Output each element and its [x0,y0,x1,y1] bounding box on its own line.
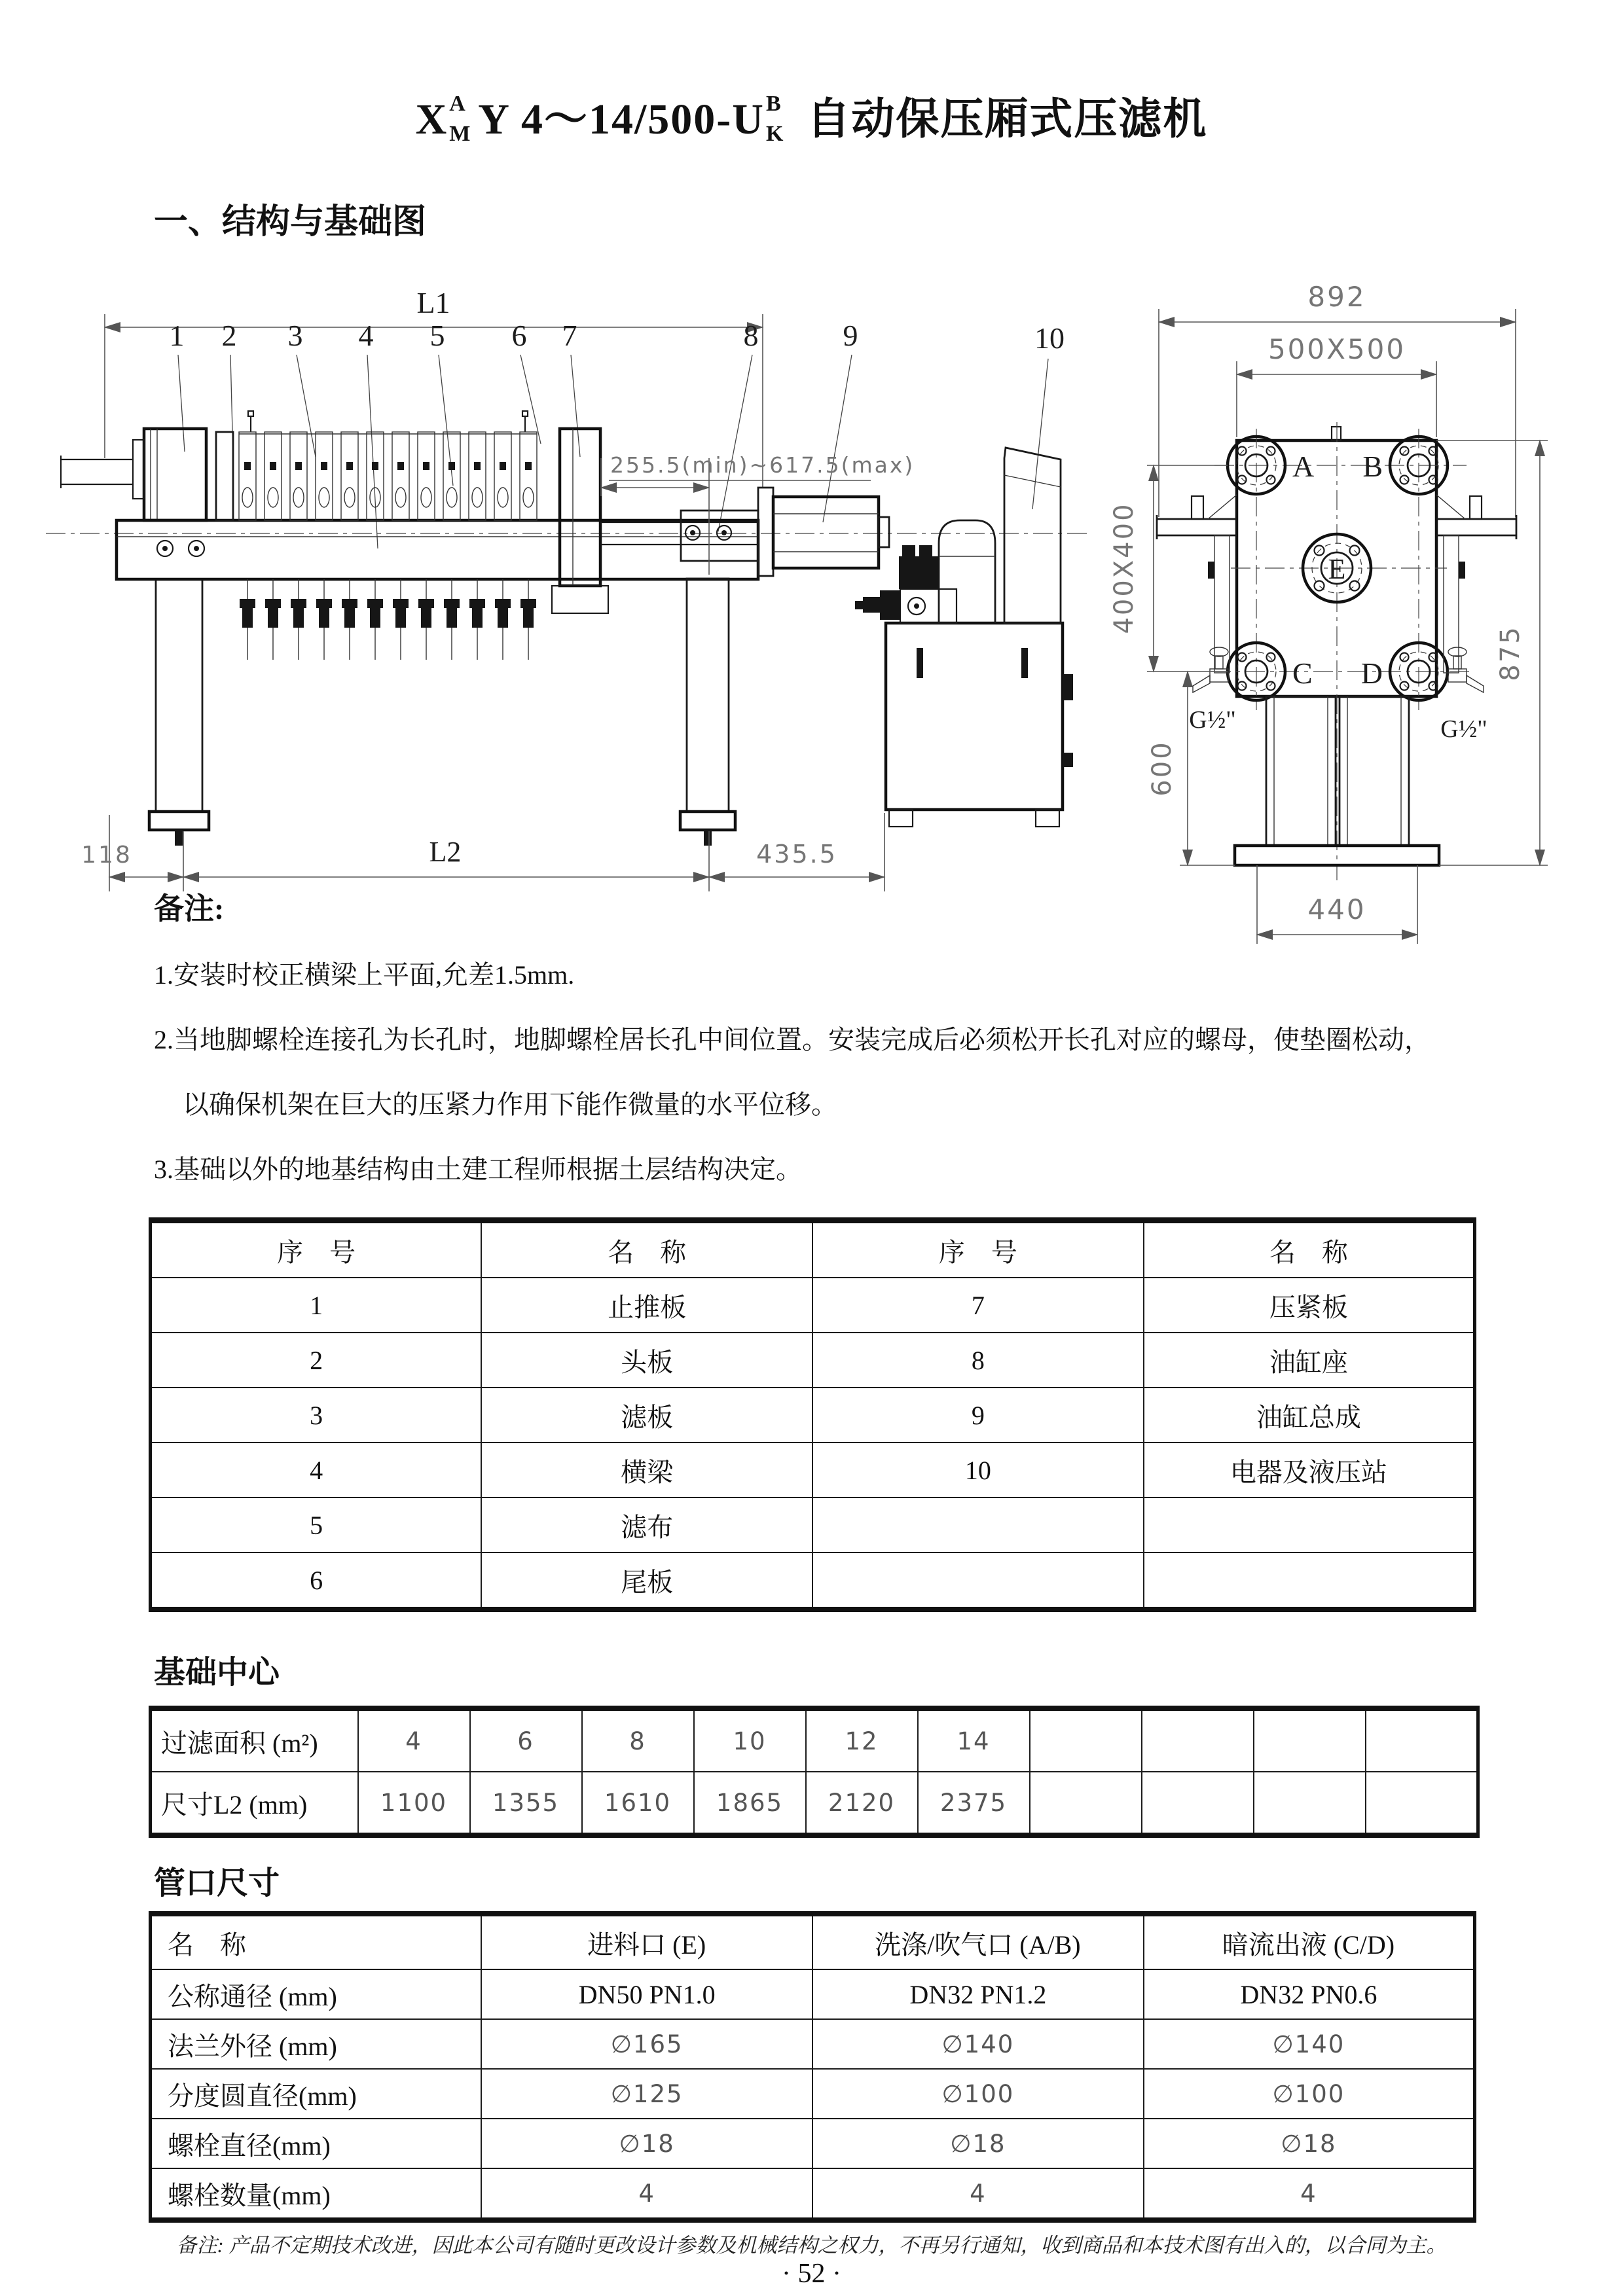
cell: 尺寸L2 (mm) [151,1772,358,1835]
cell: 进料口 (E) [481,1914,812,1969]
table-row [151,1552,1475,1609]
port-label-C: C [1292,656,1313,690]
footer-note: 备注: 产品不定期技术改进，因此本公司有随时更改设计参数及机械结构之权力，不再另行通知，收到商品和本技术图有出入的，以合同为主。 [176,2234,1447,2257]
callout-1: 1 [169,319,185,352]
cell: 10 [694,1708,806,1772]
table-row [151,2019,1475,2069]
cell: DN32 PN0.6 [1144,1969,1475,2019]
table-header-row [151,1914,1475,1969]
callout-8: 8 [743,319,759,352]
cell: 5 [151,1498,482,1552]
cell: 10 [812,1443,1144,1498]
cell [1254,1772,1366,1835]
cell: 4 [1144,2168,1475,2220]
callout-5: 5 [429,319,445,352]
model-sup-b: B [765,92,782,116]
dim-440-label: 440 [1307,893,1366,925]
cell: 法兰外径 (mm) [151,2019,482,2069]
table-row [151,1388,1475,1443]
cell: 1355 [470,1772,582,1835]
cell: 油缸总成 [1144,1388,1475,1443]
table-row [151,1498,1475,1552]
model-prefix: X [415,96,448,143]
cell: ∅165 [481,2019,812,2069]
dim-L2-label: L2 [429,836,462,868]
dim-435-label: 435.5 [756,840,837,869]
model-sup-a: A [449,92,467,116]
cell: DN32 PN1.2 [812,1969,1144,2019]
cell: 压紧板 [1144,1278,1475,1333]
cell: 1 [151,1278,482,1333]
cell [812,1498,1144,1552]
cell: 6 [470,1708,582,1772]
oil-cylinder [758,488,889,576]
head-plate [216,432,233,520]
cell [1254,1708,1366,1772]
cell [1144,1552,1475,1609]
page-title [0,84,1623,146]
cylinder-seat [680,511,758,846]
section-heading: 一、结构与基础图 [154,204,427,241]
cell: ∅100 [1144,2069,1475,2119]
cell: 名 称 [151,1914,482,1969]
model-sub-m: M [449,122,472,146]
filter-plate-stack [239,411,537,660]
port-label-D: D [1360,656,1383,690]
cell: 滤板 [481,1388,812,1443]
cell: 8 [812,1333,1144,1388]
parts-table [149,1217,1476,1612]
cell: 2 [151,1333,482,1388]
tap-right [1448,647,1484,692]
foundation-table [149,1706,1480,1838]
cell: DN50 PN1.0 [481,1969,812,2019]
cell: ∅125 [481,2069,812,2119]
port-label-B: B [1362,450,1383,483]
note-line-2b: 以确保机架在巨大的压紧力作用下能作微量的水平位移。 [183,1090,837,1119]
cell: 3 [151,1388,482,1443]
port-label-A: A [1292,450,1315,483]
thrust-plate [61,429,209,846]
main-beam [117,520,758,579]
cell: 过滤面积 (m²) [151,1708,358,1772]
cell: 1610 [582,1772,694,1835]
cell: 8 [582,1708,694,1772]
cell: ∅140 [812,2019,1144,2069]
cell: ∅140 [1144,2019,1475,2069]
table-row [151,1969,1475,2019]
foundation-heading: 基础中心 [154,1655,280,1690]
dim-bottom [81,813,884,891]
cell: 电器及液压站 [1144,1443,1475,1498]
callout-9: 9 [843,319,858,352]
cell: ∅18 [481,2119,812,2168]
cell: 尾板 [481,1552,812,1609]
cell: 序 号 [151,1221,482,1278]
cell: 6 [151,1552,482,1609]
model-supsub-1 [448,92,478,146]
dim-500-label: 500X500 [1267,333,1406,365]
cell: 螺栓数量(mm) [151,2168,482,2220]
port-label-E: E [1328,553,1346,585]
cell: 暗流出液 (C/D) [1144,1914,1475,1969]
end-view [1109,281,1548,944]
thread-label-left: G½" [1189,706,1236,734]
cell: ∅100 [812,2069,1144,2119]
table-row [151,2069,1475,2119]
cell [1144,1498,1475,1552]
cell: 12 [806,1708,918,1772]
cell: 1865 [694,1772,806,1835]
cell: 止推板 [481,1278,812,1333]
cell: 分度圆直径(mm) [151,2069,482,2119]
cell: 序 号 [812,1221,1144,1278]
notes-label: 备注: [154,892,225,925]
table-row [151,1443,1475,1498]
cell: 头板 [481,1333,812,1388]
table-header-row [151,1221,1475,1278]
note-line-3: 3.基础以外的地基结构由土建工程师根据土层结构决定。 [154,1155,802,1184]
callout-2: 2 [221,319,237,352]
table-row [151,1333,1475,1388]
callout-3: 3 [287,319,303,352]
table-row [151,2168,1475,2220]
cell: 1100 [358,1772,470,1835]
cell: ∅18 [1144,2119,1475,2168]
dim-stroke-label: 255.5(min)~617.5(max) [610,452,915,478]
dim-118-label: 118 [81,842,132,869]
model-supsub-2 [765,92,795,146]
cell: 洗涤/吹气口 (A/B) [812,1914,1144,1969]
dim-892-label: 892 [1307,281,1366,313]
cell [1030,1708,1142,1772]
dim-400-label: 400X400 [1109,502,1139,634]
dim-600 [1147,672,1235,865]
page-number: · 52 · [782,2259,841,2289]
table-row [151,1772,1478,1835]
structure-foundation-drawing [0,249,1623,949]
cell: 4 [812,2168,1144,2220]
cell: 名 称 [481,1221,812,1278]
cell: 7 [812,1278,1144,1333]
cell [1142,1772,1254,1835]
cell: 4 [481,2168,812,2220]
cell: 油缸座 [1144,1333,1475,1388]
note-line-2: 2.当地脚螺栓连接孔为长孔时，地脚螺栓居长孔中间位置。安装完成后必须松开长孔对应的螺母，使垫圈松动， [154,1025,1431,1054]
callout-10: 10 [1034,321,1065,355]
cell: 公称通径 (mm) [151,1969,482,2019]
dim-875-label: 875 [1495,625,1525,681]
cell: 4 [358,1708,470,1772]
motor [939,520,995,623]
model-mid: Y 4～14/500-U [478,96,765,143]
side-view [46,286,1087,891]
ports-table [149,1911,1476,2223]
cell: 螺栓直径(mm) [151,2119,482,2168]
cell: 14 [918,1708,1030,1772]
dim-875 [1436,440,1548,865]
notes-block [154,885,1496,1213]
cell: 滤布 [481,1498,812,1552]
cell: 名 称 [1144,1221,1475,1278]
callout-6: 6 [511,319,527,352]
cell [1142,1708,1254,1772]
table-row [151,2119,1475,2168]
cell: 4 [151,1443,482,1498]
callout-4: 4 [358,319,374,352]
table-row [151,1708,1478,1772]
cell: ∅18 [812,2119,1144,2168]
hydraulic-station [855,448,1073,827]
cell [1030,1772,1142,1835]
model-sub-k: K [765,122,785,146]
dim-600-label: 600 [1147,740,1177,797]
ports-heading: 管口尺寸 [154,1866,280,1901]
cell [812,1552,1144,1609]
table-row [151,1278,1475,1333]
thread-label-right: G½" [1440,715,1487,743]
cell: 横梁 [481,1443,812,1498]
callout-7: 7 [562,319,577,352]
note-line-1: 1.安装时校正横梁上平面,允差1.5mm. [154,960,575,990]
cell [1366,1708,1478,1772]
dim-500 [1237,333,1436,437]
cell: 9 [812,1388,1144,1443]
cell: 2120 [806,1772,918,1835]
cell: 2375 [918,1772,1030,1835]
cell [1366,1772,1478,1835]
control-cabinet [1004,448,1061,623]
tap-left [1193,647,1228,692]
machine-name: 自动保压厢式压滤机 [807,96,1208,143]
dim-L1-label: L1 [416,286,450,319]
